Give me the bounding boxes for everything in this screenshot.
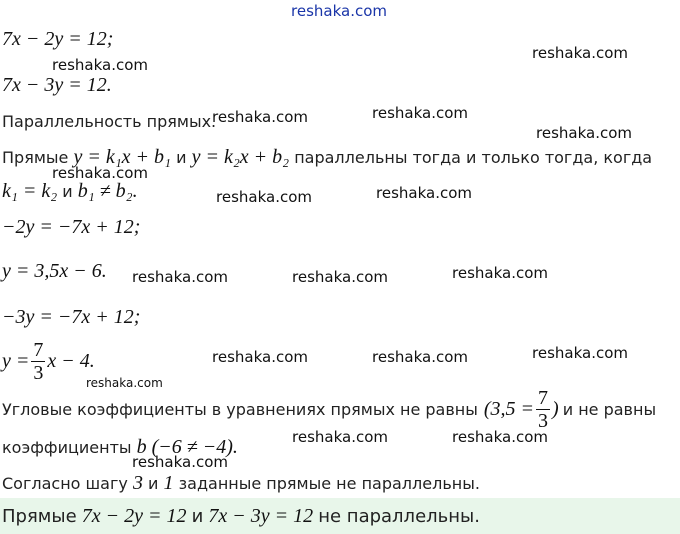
- watermark: reshaka.com: [52, 164, 148, 182]
- slopes-text2: и не равны: [562, 400, 657, 419]
- cond-eq2: y = k₂x + b₂: [191, 146, 290, 168]
- slopes-line: [2, 388, 656, 431]
- step-2: y = 3,5x − 6.: [2, 260, 107, 282]
- step4-numerator: 7: [33, 339, 44, 361]
- watermark: reshaka.com: [372, 348, 468, 366]
- slopes-text: Угловые коэффициенты в уравнениях прямых не равны: [2, 400, 478, 419]
- concl-and: и: [191, 506, 204, 527]
- cond-eq1: y = k₁x + b₁: [73, 146, 171, 168]
- step4-rhs: x − 4.: [47, 350, 95, 372]
- watermark: reshaka.com: [212, 348, 308, 366]
- coef-text: коэффициенты: [2, 438, 132, 457]
- step4-denominator: 3: [33, 362, 44, 384]
- equation-1: 7x − 2y = 12;: [2, 28, 114, 50]
- step-4: [2, 340, 95, 383]
- cond-and: и: [176, 148, 187, 167]
- step-text2: заданные прямые не параллельны.: [178, 474, 480, 493]
- concl-eq2: 7x − 3y = 12: [208, 505, 314, 527]
- cond2-and: и: [62, 182, 73, 201]
- watermark: reshaka.com: [86, 376, 163, 390]
- watermark-top: reshaka.com: [291, 2, 387, 20]
- watermark: reshaka.com: [372, 104, 468, 122]
- step4-fraction: [31, 340, 45, 383]
- watermark: reshaka.com: [536, 124, 632, 142]
- watermark: reshaka.com: [52, 56, 148, 74]
- watermark: reshaka.com: [212, 108, 308, 126]
- step-reference-line: [2, 472, 480, 495]
- concl-suffix: не параллельны.: [318, 506, 480, 527]
- heading-parallel: Параллельность прямых.: [2, 112, 217, 131]
- condition-line-2: [2, 180, 138, 203]
- watermark: reshaka.com: [452, 264, 548, 282]
- step-and: и: [148, 474, 159, 493]
- watermark: reshaka.com: [452, 428, 548, 446]
- coef-math: b (−6 ≠ −4).: [136, 436, 238, 458]
- step-1: −2y = −7x + 12;: [2, 216, 141, 238]
- concl-eq1: 7x − 2y = 12: [81, 505, 187, 527]
- watermark: reshaka.com: [132, 268, 228, 286]
- conclusion-line: [2, 505, 480, 528]
- watermark: reshaka.com: [532, 44, 628, 62]
- step-3: −3y = −7x + 12;: [2, 306, 141, 328]
- slopes-denominator: 3: [538, 410, 549, 432]
- watermark: reshaka.com: [532, 344, 628, 362]
- watermark: reshaka.com: [132, 453, 228, 471]
- step-n2: 1: [163, 472, 174, 494]
- step4-lhs: y =: [2, 350, 30, 372]
- cond2-eq2: b₁ ≠ b₂.: [77, 180, 138, 202]
- watermark: reshaka.com: [216, 188, 312, 206]
- concl-prefix: Прямые: [2, 506, 77, 527]
- watermark: reshaka.com: [292, 268, 388, 286]
- watermark: reshaka.com: [292, 428, 388, 446]
- slopes-math-close: ): [552, 398, 559, 420]
- slopes-fraction: [536, 388, 550, 431]
- slopes-numerator: 7: [538, 387, 549, 409]
- cond-prefix: Прямые: [2, 148, 69, 167]
- equation-2: 7x − 3y = 12.: [2, 74, 112, 96]
- watermark: reshaka.com: [376, 184, 472, 202]
- cond-suffix: параллельны тогда и только тогда, когда: [294, 148, 653, 167]
- step-n1: 3: [132, 472, 143, 494]
- step-text: Согласно шагу: [2, 474, 128, 493]
- cond2-eq1: k₁ = k₂: [2, 180, 58, 202]
- slopes-math-open: (3,5 =: [483, 398, 535, 420]
